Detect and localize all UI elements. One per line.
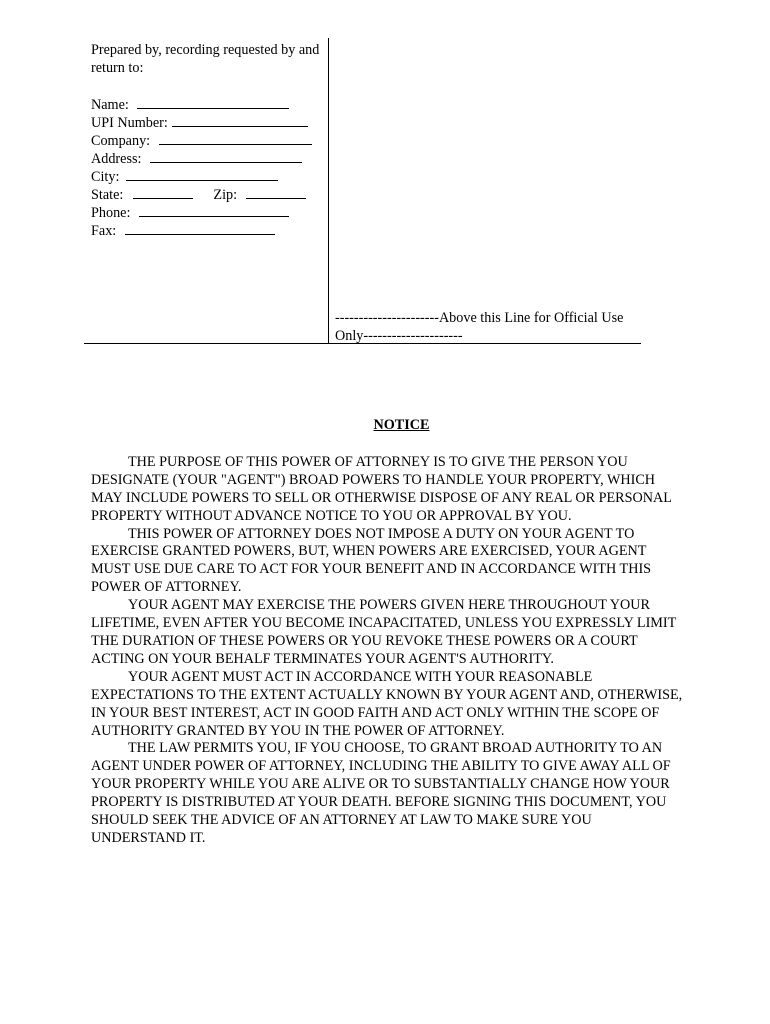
- fax-field: [91, 221, 321, 239]
- upi-number-blank-line[interactable]: [172, 113, 308, 127]
- official-use-note: ----------------------Above this Line for Official Use Only---------------------: [335, 310, 624, 344]
- state-blank-line[interactable]: [133, 185, 193, 199]
- company-field: [91, 131, 321, 149]
- fax-label: Fax:: [91, 223, 117, 239]
- phone-label: Phone:: [91, 205, 131, 221]
- notice-paragraph: YOUR AGENT MUST ACT IN ACCORDANCE WITH YOUR REASONABLE EXPECTATIONS TO THE EXTENT ACTUALLY KNOWN BY YOUR AGENT AND, OTHERWISE, IN YOUR BEST INTEREST, ACT IN GOOD FAITH AND ACT ONLY WITHIN THE SCOPE OF AUTHORITY GRANTED BY YOU IN THE POWER OF ATTORNEY.: [91, 668, 683, 739]
- city-label: City:: [91, 169, 120, 185]
- notice-title: NOTICE: [373, 417, 430, 433]
- header-vertical-divider: [328, 38, 329, 344]
- address-blank-line[interactable]: [150, 149, 302, 163]
- return-to-block: [91, 41, 321, 239]
- notice-paragraph: YOUR AGENT MAY EXERCISE THE POWERS GIVEN HERE THROUGHOUT YOUR LIFETIME, EVEN AFTER YOU BECOME INCAPACITATED, UNLESS YOU EXPRESSLY LIMIT THE DURATION OF THESE POWERS OR YOU REVOKE THESE POWERS OR A COURT ACTING ON YOUR BEHALF TERMINATES YOUR AGENT'S AUTHORITY.: [91, 597, 677, 667]
- state-label: State:: [91, 187, 124, 203]
- phone-field: [91, 203, 321, 221]
- zip-label: Zip:: [213, 187, 238, 203]
- prepared-by-text: Prepared by, recording requested by and return to:: [91, 42, 320, 76]
- recording-header: [84, 38, 641, 344]
- zip-blank-line[interactable]: [246, 185, 306, 199]
- notice-paragraph: THE LAW PERMITS YOU, IF YOU CHOOSE, TO GRANT BROAD AUTHORITY TO AN AGENT UNDER POWER OF ATTORNEY, INCLUDING THE ABILITY TO GIVE AWAY ALL OF YOUR PROPERTY WHILE YOU ARE ALIVE OR TO SUBSTANTIALLY CHANGE HOW YOUR PROPERTY IS DISTRIBUTED AT YOUR DEATH. BEFORE SIGNING THIS DOCUMENT, YOU SHOULD SEEK THE ADVICE OF AN ATTORNEY AT LAW TO MAKE SURE YOU UNDERSTAND IT.: [91, 740, 671, 846]
- notice-paragraph: THIS POWER OF ATTORNEY DOES NOT IMPOSE A DUTY ON YOUR AGENT TO EXERCISE GRANTED POWERS, BUT, WHEN POWERS ARE EXERCISED, YOUR AGENT MUST USE DUE CARE TO ACT FOR YOUR BENEFIT AND IN ACCORDANCE WITH THIS POWER OF ATTORNEY.: [91, 525, 652, 596]
- city-blank-line[interactable]: [126, 167, 278, 181]
- upi-number-label: UPI Number:: [91, 115, 168, 131]
- phone-blank-line[interactable]: [139, 203, 289, 217]
- notice-paragraph: THE PURPOSE OF THIS POWER OF ATTORNEY IS TO GIVE THE PERSON YOU DESIGNATE (YOUR "AGENT") BROAD POWERS TO HANDLE YOUR PROPERTY, WHICH MAY INCLUDE POWERS TO SELL OR OTHERWISE DISPOSE OF ANY REAL OR PERSONAL PROPERTY WITHOUT ADVANCE NOTICE TO YOU OR APPROVAL BY YOU.: [91, 453, 672, 524]
- address-label: Address:: [91, 151, 142, 167]
- name-label: Name:: [91, 97, 129, 113]
- name-field: [91, 95, 321, 113]
- address-field: [91, 149, 321, 167]
- company-blank-line[interactable]: [159, 131, 312, 145]
- company-label: Company:: [91, 133, 151, 149]
- name-blank-line[interactable]: [137, 95, 289, 109]
- fax-blank-line[interactable]: [125, 221, 275, 235]
- notice-section: [91, 417, 686, 848]
- upi-number-field: [91, 113, 321, 131]
- city-field: [91, 167, 321, 185]
- state-zip-field: [91, 185, 321, 203]
